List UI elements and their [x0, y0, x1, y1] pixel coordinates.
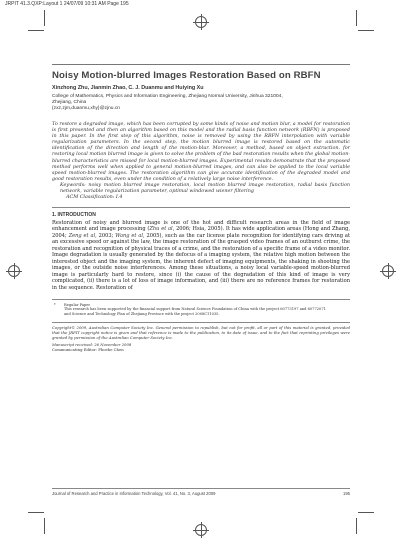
footnote-line-2: This research has been supported by the financial support from Natural Science Foundation of China with the project 60773197 and 60772071 — [64, 307, 326, 312]
abstract: To restore a degraded image, which has been corrupted by some kinds of noise and motion blur, a model for restoration is first presented and then an algorithm based on this model and the radial basis function network (RBFN) is proposed in this paper. In the first step of this algorithm, noise is removed by using the RBFN interpolation with variable regularization parameters. In the second step, the motion blurred image is restored based on the automatic identification of the direction and length of the motion-blur. Moreover, a method, based on object extraction, for restoring local motion blurred image is given to solve the problem of the bad restoration results when the global motion-blurred characteristics are missed for local motion-blurred images. Experimental results demonstrate that the proposed method performs well when applied to general motion-blurred images, and can also be applied to the local variable speed motion-blurred images. The restoration algorithm can give accurate identification of the degraded model and good restoration results, even under the condition of a relatively large noise interference. — [52, 121, 350, 182]
crop-mark-top-right-v — [356, 10, 357, 26]
footer-rule — [52, 488, 350, 489]
citation-zeng: Zeng et al — [68, 232, 96, 239]
title-rule — [52, 64, 350, 65]
paper-page — [52, 64, 350, 353]
registration-mark-right — [382, 265, 394, 277]
crop-mark-bottom-right-v — [356, 518, 357, 534]
footnote — [52, 303, 350, 317]
section-heading-introduction: 1. INTRODUCTION — [52, 211, 96, 218]
crop-mark-top-left-v — [44, 10, 45, 26]
communicating-editor: Communicating Editor: Phoebe Chen — [52, 347, 124, 353]
crop-mark-bottom-left — [28, 512, 44, 513]
affiliation-line-2: Zhejiang, China — [52, 100, 87, 105]
keywords: Keywords: noisy motion blurred image restoration, local motion blurred image restoration, radial basis function network, variable regularization parameter, optimal windowed wiener filtering — [60, 181, 350, 195]
citation-zhu: Zhu et al — [149, 226, 173, 233]
footnote-line-3: and Science and Technology Plan of Zhejiang Province with the project 2008C11035. — [64, 311, 220, 316]
introduction-paragraph: Restoration of noisy and blurred image is one of the hot and difficult research areas in the field of image enhancement and image processing (Zhu et al, 2006; Hsia, 2005). It has wide application areas (Hong and Zhang, 2004; Zeng et al, 2003; Wang et al, 2005), such as the car license plate recognition for identifying cars driving at an excessive speed or against the law, the image restoration of the grasped video frames of an outburst crime, the restoration and recognition of physical traces of a crime, and the restoration of a specific frame of a video monitor. Image degradation is usually generated by the defocus of a imaging system, the relative high motion between the interested object and the imaging system, the inherent defect of imaging equipments, the shaking in shooting the images, or the outside noise interferences. Among these situations, a noisy local variable-speed motion-blurred image is particularly hard to restore, since (i) the cause of the degradation of this kind of image is very complicated, (ii) there is a lot of loss of image information, and (iii) there are no reference frames for restoration in the sequence. Restoration of — [52, 219, 351, 291]
crop-mark-top-right — [358, 30, 374, 31]
footnote-line-1: Regular Paper — [64, 302, 91, 307]
crop-mark-bottom-right — [358, 512, 374, 513]
page-number: 195 — [343, 491, 350, 496]
paper-title: Noisy Motion-blurred Images Restoration Based on RBFN — [52, 70, 321, 81]
registration-mark-bottom — [195, 524, 207, 536]
manuscript-received: Manuscript received: 26 November 2008 — [52, 342, 132, 348]
author-emails: {zxz,zjm,duanmu,xhy}@zjnu.cn — [52, 106, 121, 111]
author-list: Xinzhong Zhu, Jianmin Zhao, C. J. Duanmu and Huiying Xu — [52, 85, 204, 91]
crop-mark-bottom-left-v — [44, 518, 45, 534]
affiliation-line-1: College of Mathematics, Physics and Information Engineering, Zhejiang Normal University, Jinhua 321004, — [52, 94, 283, 99]
crop-mark-top-left — [28, 30, 44, 31]
footnote-rule — [52, 299, 350, 300]
acm-classification: ACM Classification: I.4 — [66, 194, 123, 201]
registration-mark-top — [195, 16, 207, 28]
copyright-rule — [52, 322, 350, 323]
print-slug: JRPIT 41.3.QXP:Layout 1 24/07/09 10:31 AM Page 195 — [5, 1, 129, 7]
registration-mark-left — [8, 265, 20, 277]
footnote-marker: * — [54, 302, 56, 307]
section-rule — [52, 207, 350, 208]
footer-journal: Journal of Research and Practice in Information Technology, Vol. 41, No. 3, August 2009 — [52, 491, 216, 496]
page-footer — [52, 491, 350, 496]
citation-wang: Wang et al — [115, 232, 144, 239]
copyright-notice: Copyright© 2009, Australian Computer Society Inc. General permission to republish, but not for profit, all or part of this material is granted, provided that the JRPIT copyright notice is given and that reference is made to the publication, to its date of issue, and to the fact that reprinting privileges were granted by permission of the Australian Computer Society Inc. — [52, 325, 350, 340]
